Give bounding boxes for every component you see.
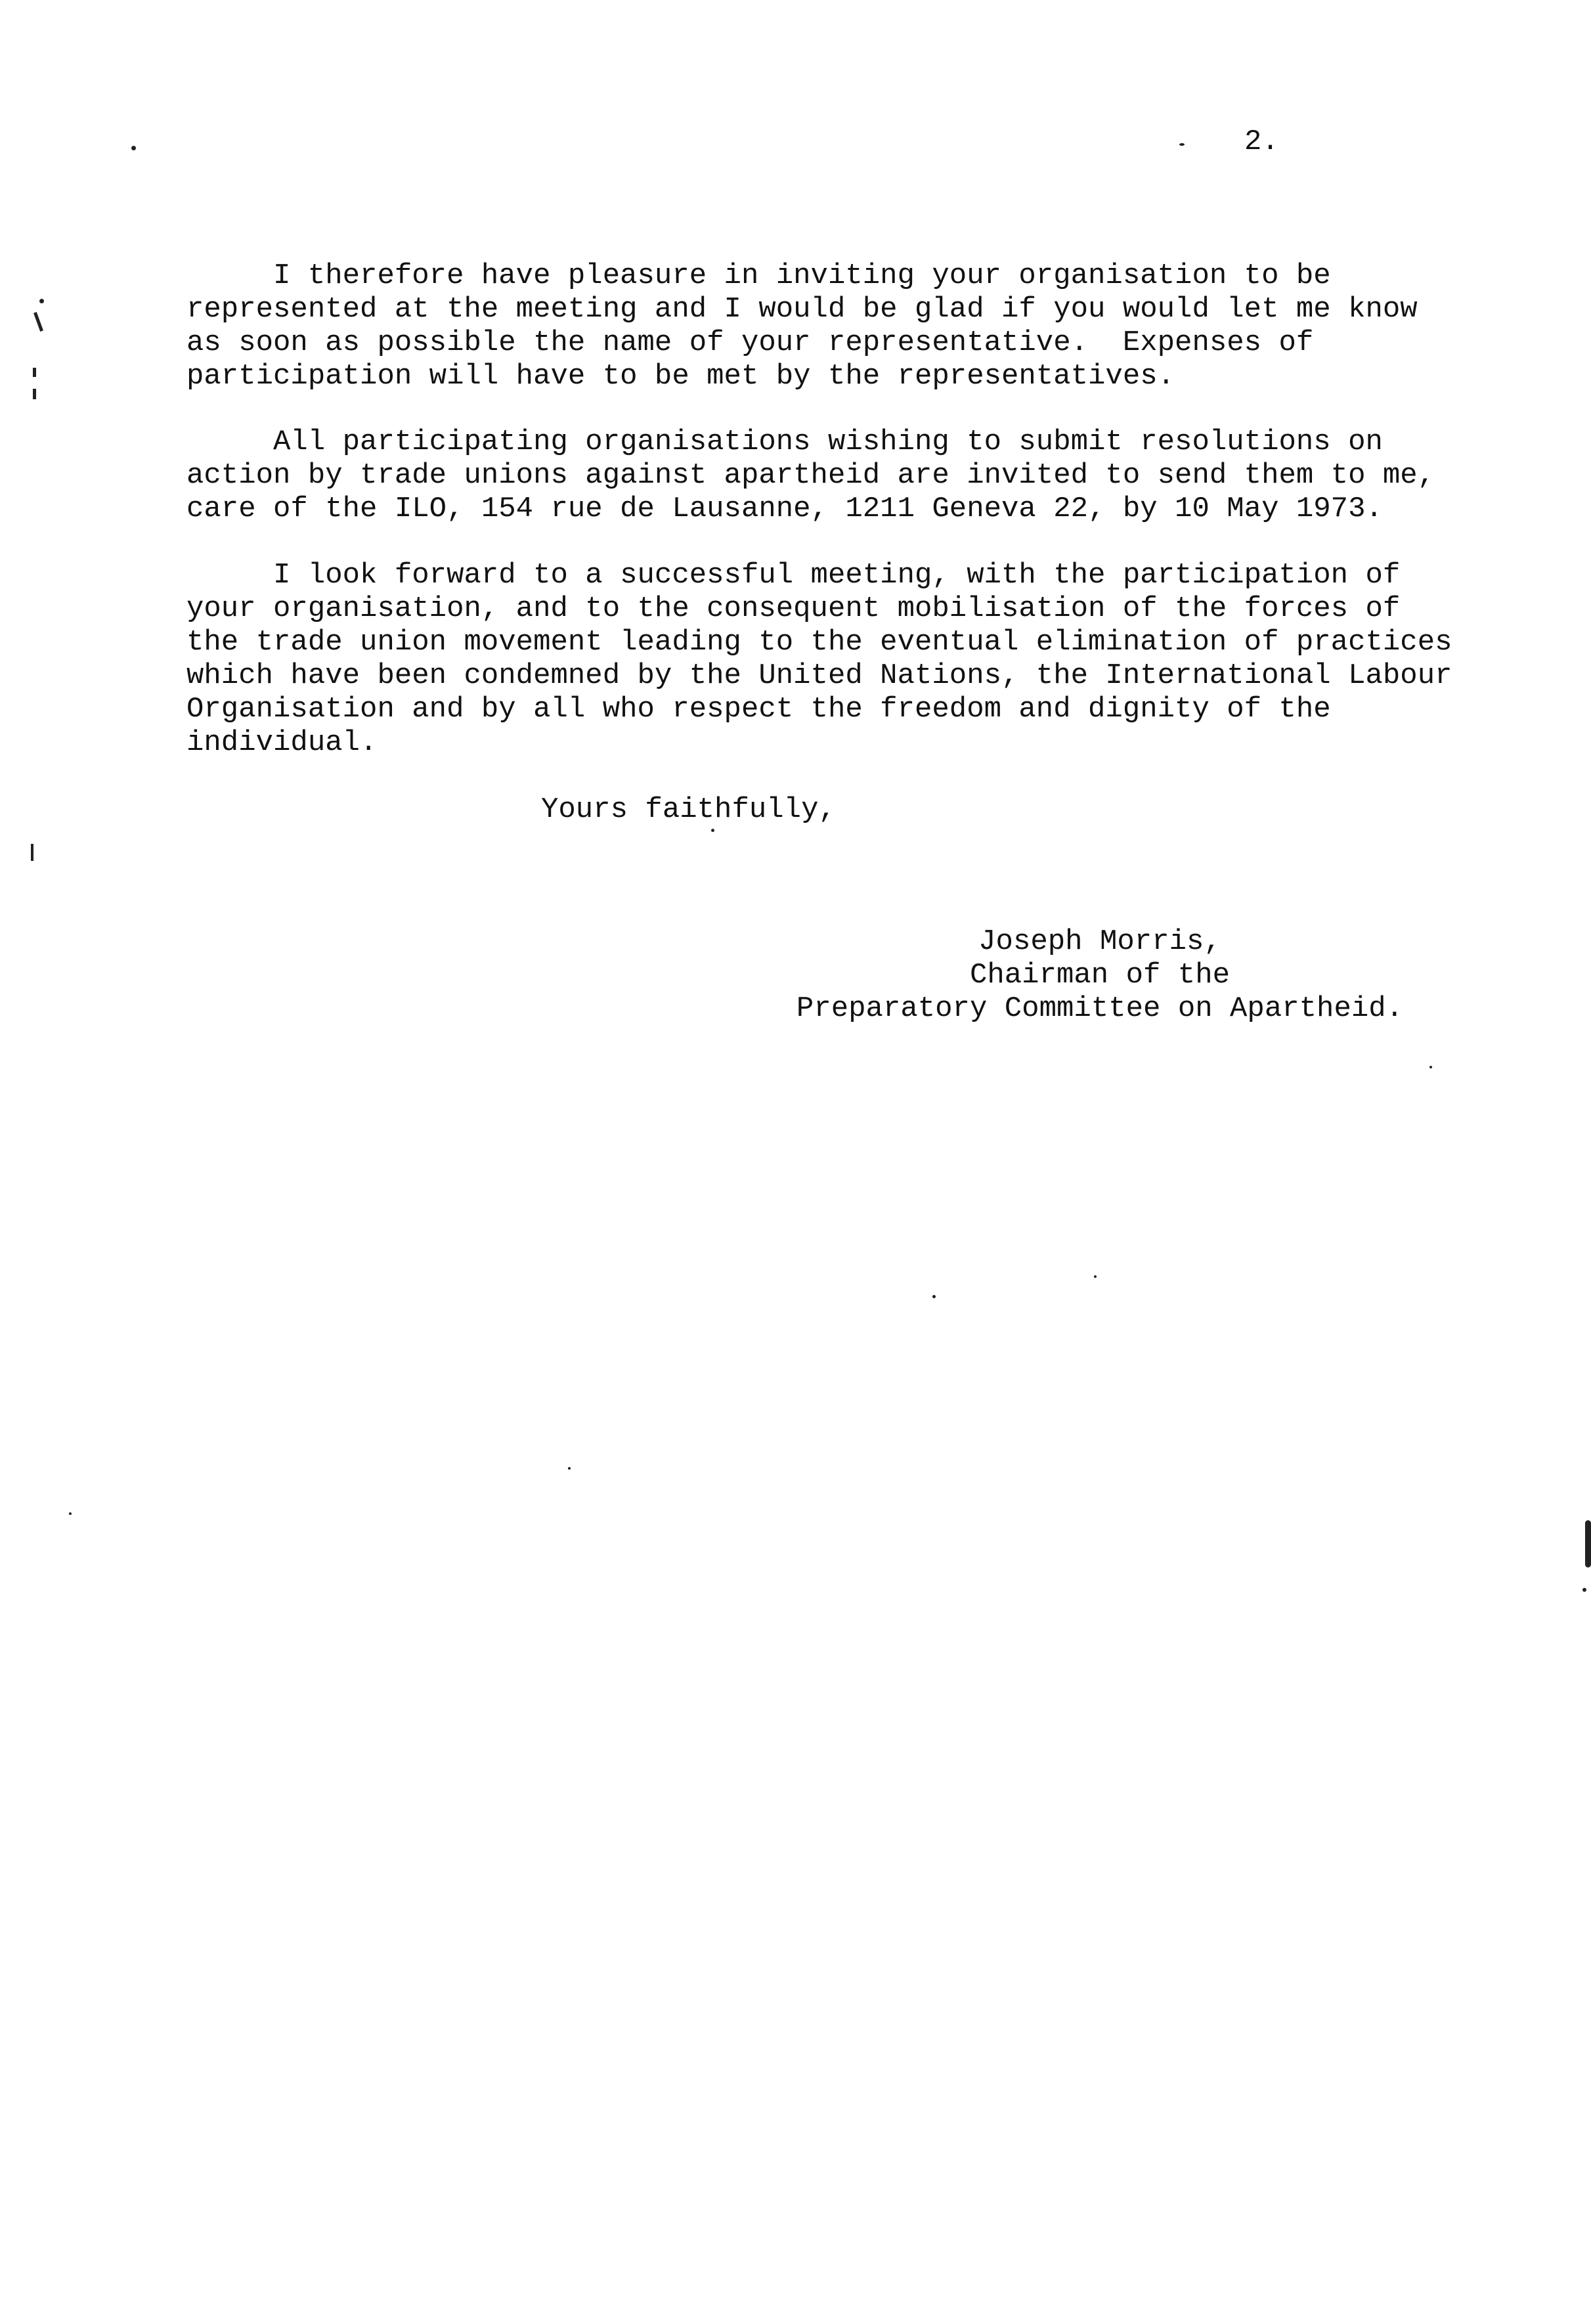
scan-speck: [1179, 143, 1185, 146]
paragraph-resolutions: [186, 426, 1513, 526]
scan-speck: [1429, 1066, 1432, 1068]
paragraph-line: participation will have to be met by the representatives.: [186, 360, 1175, 393]
scan-mark: [33, 368, 36, 377]
paragraph-line: All participating organisations wishing to submit resolutions on: [186, 426, 1383, 458]
paragraph-line: represented at the meeting and I would be glad if you would let me know: [186, 293, 1418, 326]
scan-speck: [932, 1295, 936, 1298]
scan-speck: [1582, 1588, 1586, 1592]
paragraph-line: the trade union movement leading to the eventual elimination of practices: [186, 626, 1452, 659]
paragraph-line: care of the ILO, 154 rue de Lausanne, 1211 Geneva 22, by 10 May 1973.: [186, 493, 1383, 525]
scan-mark: [1585, 1520, 1591, 1568]
signatory-title: Chairman of the: [969, 959, 1231, 992]
scan-mark: [33, 312, 43, 332]
paragraph-line: which have been condemned by the United Nations, the International Labour: [186, 659, 1452, 692]
paragraph-line: as soon as possible the name of your representative. Expenses of: [186, 326, 1314, 359]
scan-mark: [33, 389, 36, 399]
paragraph-line: your organisation, and to the consequent mobilisation of the forces of: [186, 592, 1401, 625]
scan-speck: [711, 829, 714, 832]
paragraph-line: individual.: [186, 726, 378, 759]
scan-speck: [1094, 1275, 1097, 1278]
paragraph-line: Organisation and by all who respect the freedom and dignity of the: [186, 693, 1331, 726]
scan-speck: [131, 146, 136, 150]
paragraph-invitation: [186, 259, 1513, 393]
closing-salutation: Yours faithfully,: [541, 793, 836, 826]
scan-speck: [568, 1467, 571, 1470]
paragraph-line: I therefore have pleasure in inviting your organisation to be: [186, 259, 1331, 292]
paragraph-line: action by trade unions against apartheid are invited to send them to me,: [186, 459, 1435, 492]
paragraph-closing-remarks: [186, 559, 1513, 760]
signatory-name: Joseph Morris,: [978, 925, 1221, 958]
paragraph-line: I look forward to a successful meeting, with the participation of: [186, 559, 1401, 592]
scan-mark: [31, 844, 33, 861]
signatory-committee: Preparatory Committee on Apartheid.: [796, 992, 1404, 1025]
page-number: 2.: [1244, 125, 1279, 158]
scan-speck: [39, 299, 44, 303]
signature-block: [788, 925, 1412, 1026]
scan-speck: [69, 1512, 72, 1515]
